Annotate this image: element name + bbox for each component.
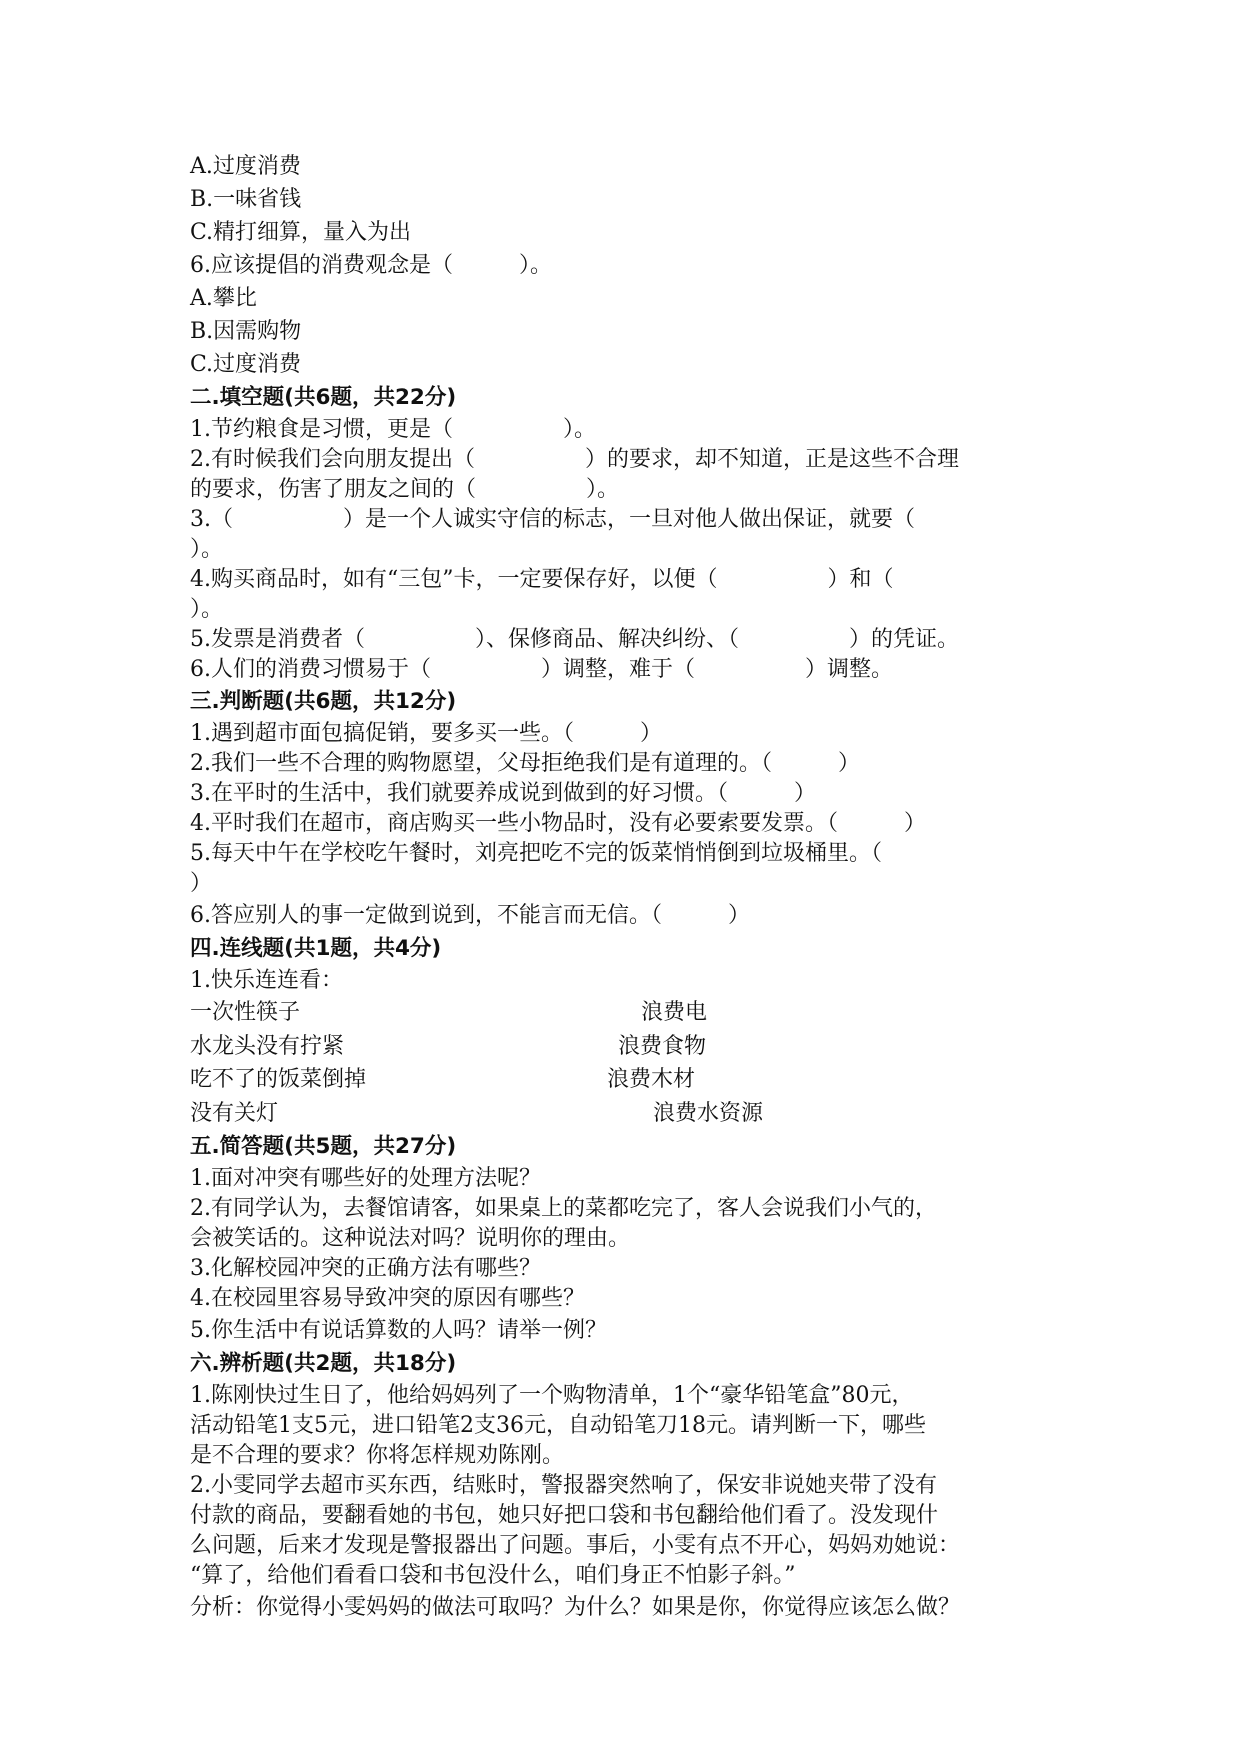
question-stem: 1.快乐连连看： — [190, 968, 343, 993]
question-line: 1.节约粮食是习惯，更是（ ）。 — [190, 417, 596, 442]
question-line: ）。 — [190, 537, 224, 562]
option-c: C.过度消费 — [190, 352, 302, 377]
match-left-item: 吃不了的饭菜倒掉 — [190, 1067, 367, 1092]
match-row — [190, 1097, 1070, 1131]
match-right-item: 浪费食物 — [618, 1033, 707, 1059]
section-heading: 四.连线题(共1题，共4分) — [190, 936, 442, 961]
question-line: 6.答应别人的事一定做到说到，不能言而无信。（ ） — [190, 903, 750, 928]
match-row — [190, 1063, 1070, 1097]
question-line: 2.小雯同学去超市买东西，结账时，警报器突然响了，保安非说她夹带了没有 — [190, 1473, 937, 1498]
question-line: 1.面对冲突有哪些好的处理方法呢？ — [190, 1166, 541, 1191]
question-line: “算了，给他们看看口袋和书包没什么，咱们身正不怕影子斜。” — [190, 1563, 796, 1588]
section-heading: 三.判断题(共6题，共12分) — [190, 689, 457, 714]
question-line: 5.每天中午在学校吃午餐时，刘亮把吃不完的饭菜悄悄倒到垃圾桶里。（ — [190, 841, 882, 866]
question-line: 2.有时候我们会向朋友提出（ ）的要求，却不知道，正是这些不合理 — [190, 447, 959, 472]
option-a: A.攀比 — [190, 286, 257, 311]
question-line: 3.化解校园冲突的正确方法有哪些？ — [190, 1256, 541, 1281]
question-line: 会被笑话的。这种说法对吗？说明你的理由。 — [190, 1226, 631, 1251]
question-line: 5.你生活中有说话算数的人吗？请举一例？ — [190, 1318, 607, 1343]
question-line: 分析：你觉得小雯妈妈的做法可取吗？为什么？如果是你，你觉得应该怎么做？ — [190, 1595, 961, 1620]
question-line: ） — [190, 871, 213, 896]
match-row — [190, 996, 1070, 1030]
question-line: 3.（ ）是一个人诚实守信的标志，一旦对他人做出保证，就要（ — [190, 507, 915, 532]
match-row — [190, 1030, 1070, 1064]
option-b: B.一味省钱 — [190, 187, 302, 212]
section-analysis — [190, 1347, 1070, 1624]
section-matching — [190, 932, 1070, 1130]
question-stem: 6.应该提倡的消费观念是（ ）。 — [190, 253, 552, 278]
section-heading: 六.辨析题(共2题，共18分) — [190, 1351, 457, 1376]
match-left-item: 水龙头没有拧紧 — [190, 1033, 345, 1059]
question-line: 4.购买商品时，如有“三包”卡，一定要保存好，以便（ ）和（ — [190, 567, 894, 592]
section-short-answer — [190, 1130, 1070, 1347]
section-heading: 二.填空题(共6题，共22分) — [190, 385, 457, 410]
match-left-item: 一次性筷子 — [190, 1000, 301, 1025]
question-line: 6.人们的消费习惯易于（ ）调整，难于（ ）调整。 — [190, 657, 893, 682]
question-line: ）。 — [190, 597, 224, 622]
question-line: 1.陈刚快过生日了，他给妈妈列了一个购物清单，1个“豪华铅笔盒”80元， — [190, 1383, 914, 1408]
section-true-false — [190, 685, 1070, 932]
option-a: A.过度消费 — [190, 154, 301, 179]
worksheet-page — [190, 150, 1070, 1624]
question-line: 么问题，后来才发现是警报器出了问题。事后，小雯有点不开心，妈妈劝她说： — [190, 1533, 961, 1558]
question-line: 4.在校园里容易导致冲突的原因有哪些？ — [190, 1286, 585, 1311]
question-line: 2.有同学认为，去餐馆请客，如果桌上的菜都吃完了，客人会说我们小气的， — [190, 1196, 937, 1221]
question-6 — [190, 249, 1070, 381]
question-line: 1.遇到超市面包搞促销，要多买一些。（ ） — [190, 721, 662, 746]
option-b: B.因需购物 — [190, 319, 302, 344]
question-line: 5.发票是消费者（ ）、保修商品、解决纠纷、（ ）的凭证。 — [190, 627, 959, 652]
question-line: 是不合理的要求？你将怎样规劝陈刚。 — [190, 1443, 565, 1468]
question-line: 2.我们一些不合理的购物愿望，父母拒绝我们是有道理的。（ ） — [190, 751, 860, 776]
question-line: 活动铅笔1支5元，进口铅笔2支36元，自动铅笔刀18元。请判断一下，哪些 — [190, 1413, 926, 1438]
question-line: 的要求，伤害了朋友之间的（ ）。 — [190, 477, 620, 502]
match-right-item: 浪费木材 — [607, 1067, 696, 1092]
option-c: C.精打细算，量入为出 — [190, 220, 412, 245]
match-right-item: 浪费水资源 — [653, 1100, 764, 1126]
match-left-item: 没有关灯 — [190, 1100, 279, 1126]
match-right-item: 浪费电 — [641, 1000, 708, 1025]
question-line: 3.在平时的生活中，我们就要养成说到做到的好习惯。（ ） — [190, 781, 816, 806]
question-line: 付款的商品，要翻看她的书包，她只好把口袋和书包翻给他们看了。没发现什 — [190, 1503, 939, 1528]
question-5-options — [190, 150, 1070, 249]
section-heading: 五.简答题(共5题，共27分) — [190, 1134, 457, 1159]
question-line: 4.平时我们在超市，商店购买一些小物品时，没有必要索要发票。（ ） — [190, 811, 926, 836]
section-fill-in-blank — [190, 381, 1070, 685]
